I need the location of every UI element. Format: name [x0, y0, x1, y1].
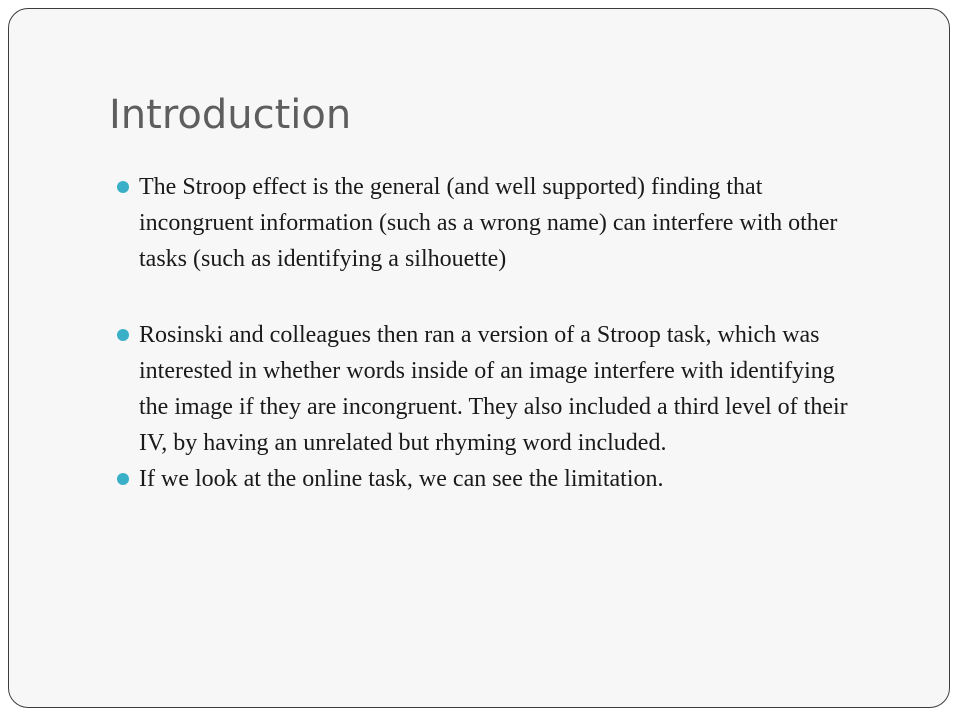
bullet-item: [109, 169, 859, 277]
bullet-text: If we look at the online task, we can see the limitation.: [139, 466, 664, 492]
bullet-item: [109, 461, 859, 497]
bullet-dot-icon: [117, 181, 129, 193]
bullet-text: The Stroop effect is the general (and well supported) finding that incongruent information (such as a wrong name) can interfere with other tasks (such as identifying a silhouette): [139, 174, 838, 272]
slide: [8, 8, 950, 708]
slide-title: Introduction: [109, 92, 352, 138]
bullet-dot-icon: [117, 473, 129, 485]
bullet-item: [109, 317, 859, 461]
bullet-text: Rosinski and colleagues then ran a version of a Stroop task, which was interested in whether words inside of an image interfere with identifying the image if they are incongruent. They also included a third level of their IV, by having an unrelated but rhyming word included.: [139, 322, 848, 456]
bullet-dot-icon: [117, 329, 129, 341]
bullet-list: [109, 169, 859, 497]
